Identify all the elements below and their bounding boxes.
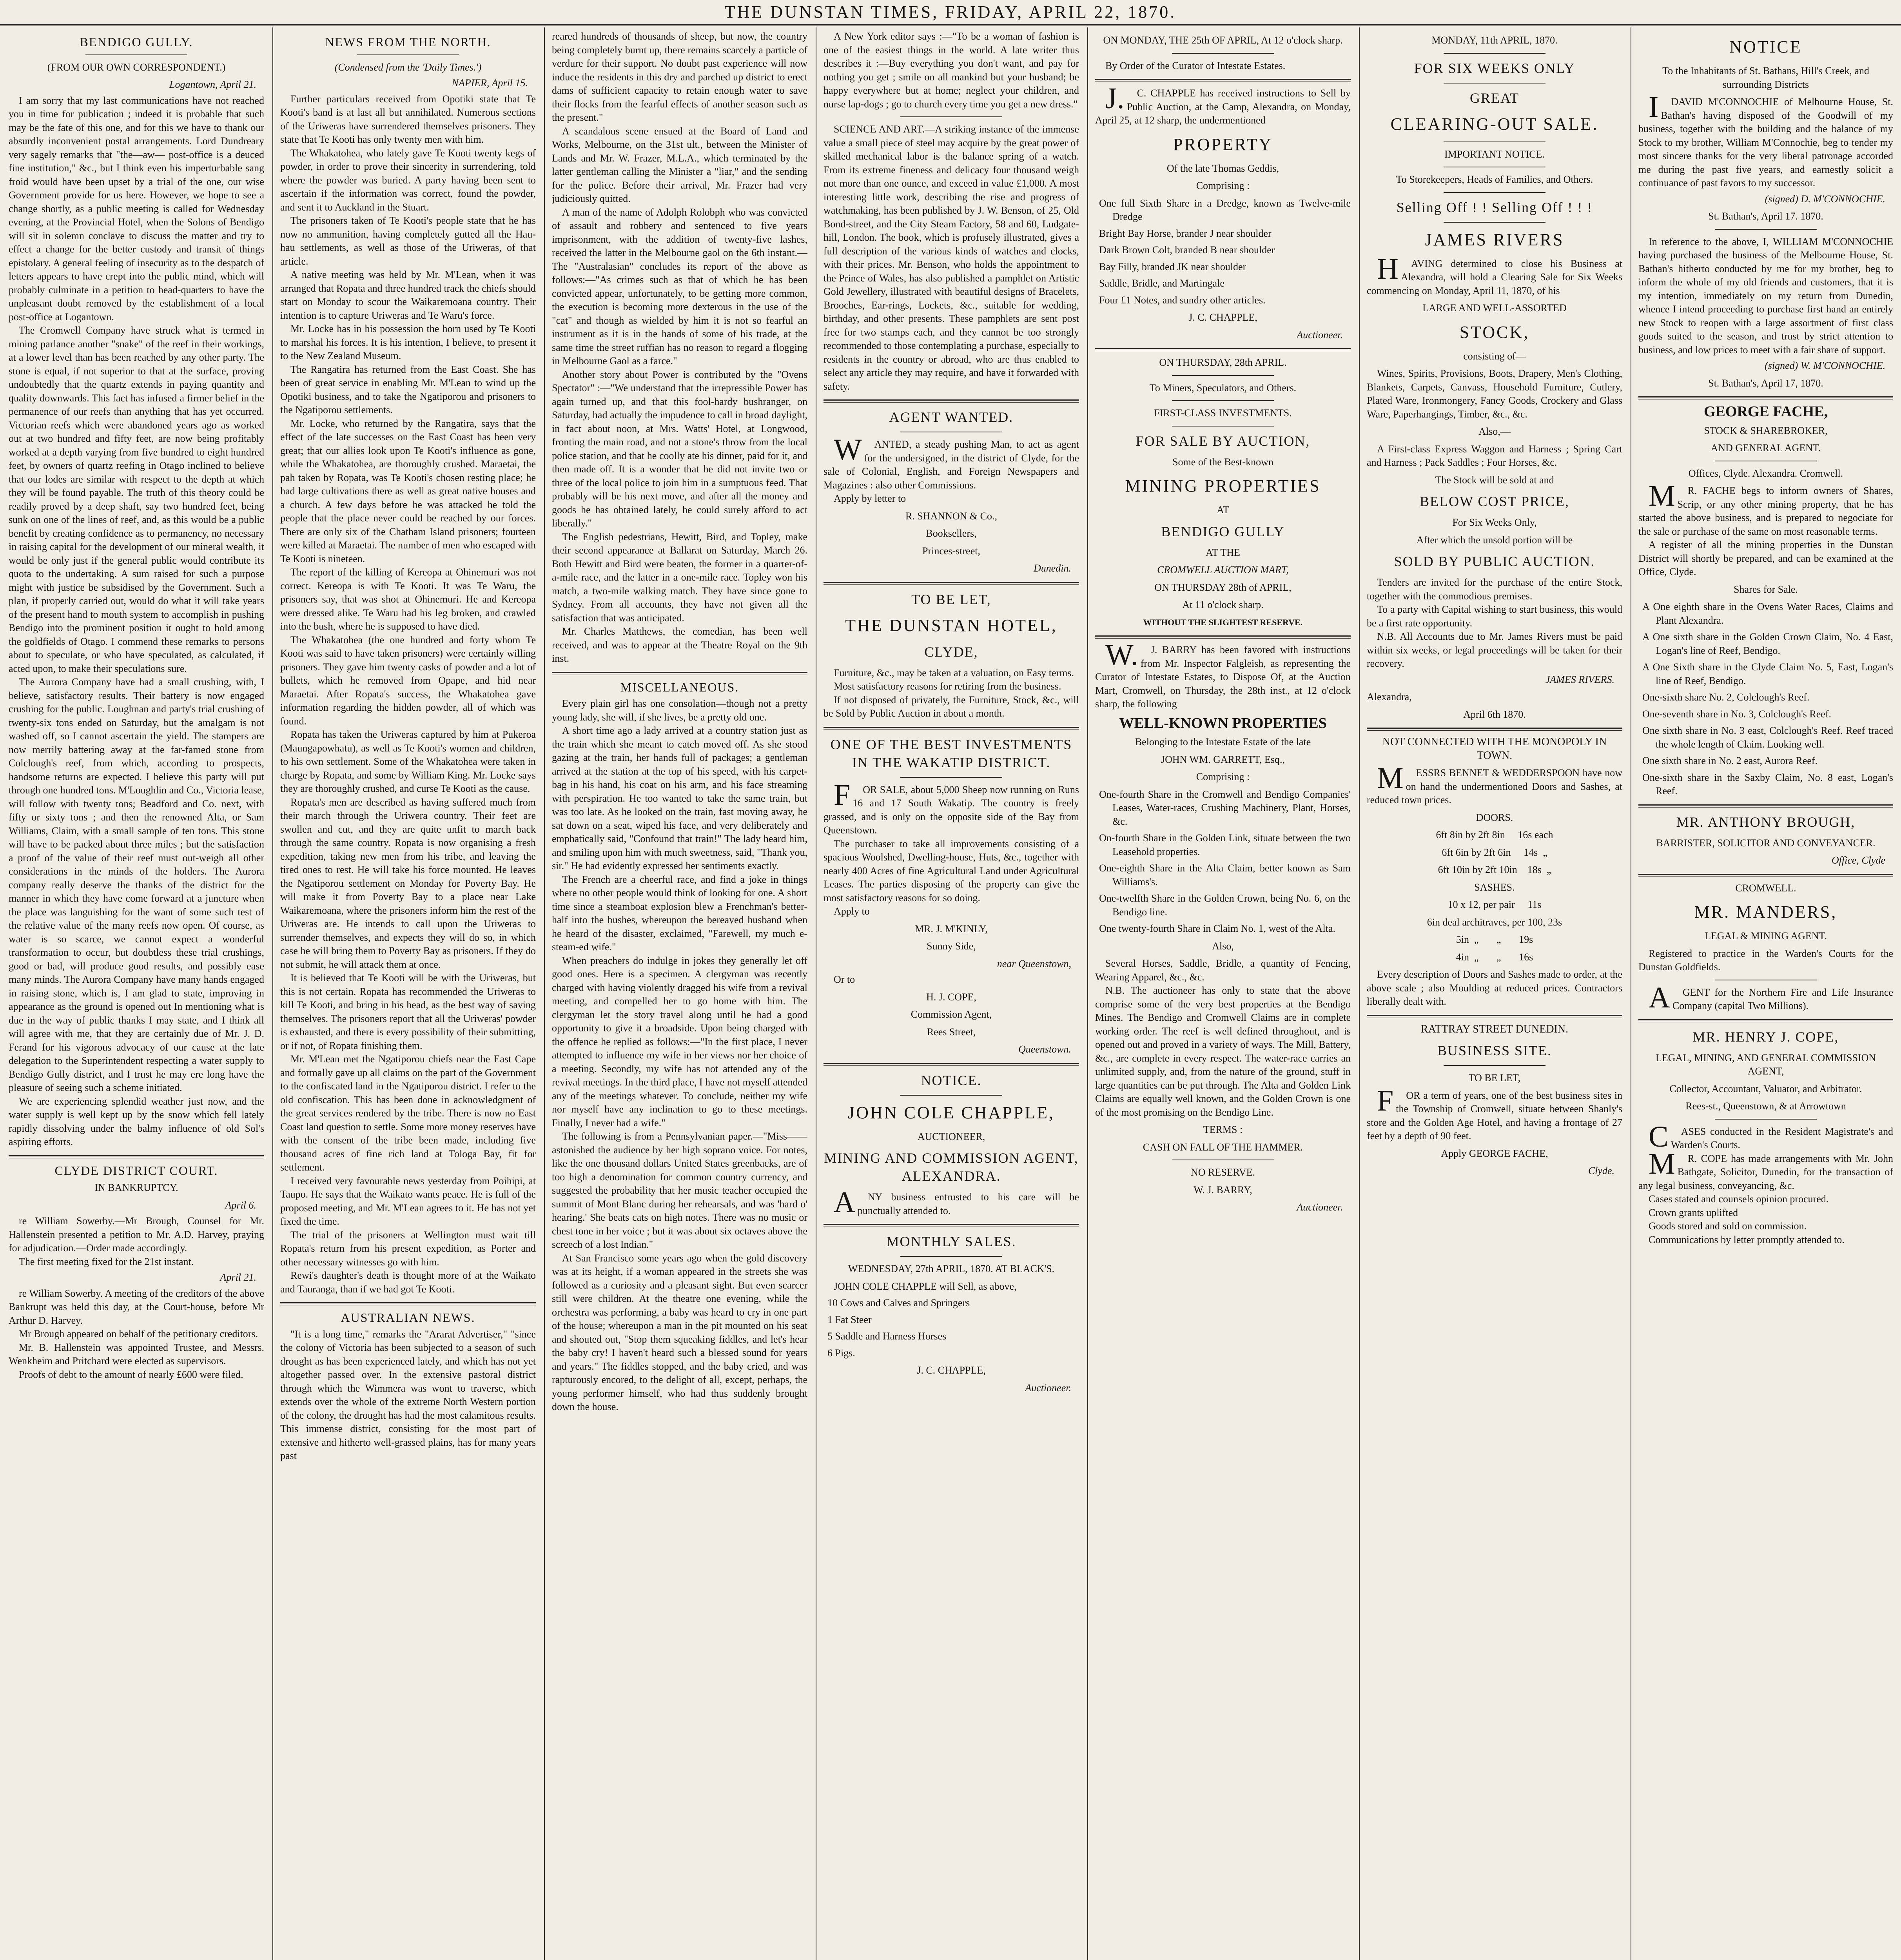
ad-line: TERMS : bbox=[1203, 1124, 1243, 1135]
ad-line: Alexandra, bbox=[1367, 691, 1412, 702]
ad-line: FIRST-CLASS INVESTMENTS. bbox=[1154, 407, 1292, 419]
paragraph: In reference to the above, I, WILLIAM M'CONNOCHIE having purchased the business of the Melbourne House, St. Bathan's hitherto conducted by me for my brother, beg to inform the whole of my old friends and customers, that it is my intention, immediately on my return from Dunedin, whence I intend proceeding to purchase first hand an entirely new Stock to reopen with a large assortment of first class goods suited to the season, and trust by strict attention to business, and low prices to meet with a fair share of support. bbox=[1638, 236, 1893, 356]
list-item: One twenty-fourth Share in Claim No. 1, west of the Alta. bbox=[1099, 923, 1335, 934]
paragraph: FOR a term of years, one of the best business sites in the Township of Cromwell, situate between Shanly's store and the Golden Age Hotel, and having a frontage of 27 feet by a depth of 90 feet. bbox=[1367, 1084, 1622, 1142]
paragraph: WANTED, a steady pushing Man, to act as agent for the undersigned, in the district of Clyde, for the sale of Colonial, English, and Foreign Newspapers and Magazines : also other Commissions. bbox=[824, 433, 1079, 491]
subheading: (Condensed from the 'Daily Times.') bbox=[334, 61, 482, 73]
item-list bbox=[1095, 788, 1351, 936]
paragraph: The French are a cheerful race, and find a joke in things where no other people would think of looking for one. A short time since a steamboat explosion blew a Frenchman's better-half into the bushes, whereupon the bereaved husband when he heard of the disaster, exclaimed, "Farewell, my much e-steam-ed wife." bbox=[552, 873, 807, 953]
divider bbox=[1444, 1065, 1546, 1066]
ad-line: WITHOUT THE SLIGHTEST RESERVE. bbox=[1143, 617, 1303, 627]
paragraph: Every plain girl has one consolation—though not a pretty young lady, she will, if she lives, be a pretty old one. bbox=[552, 698, 807, 723]
divider bbox=[824, 402, 1079, 403]
ad-line: At 11 o'clock sharp. bbox=[1182, 599, 1264, 610]
column-rule bbox=[1359, 27, 1360, 1960]
ad-title: STOCK, bbox=[1459, 322, 1530, 342]
divider bbox=[900, 777, 1003, 778]
ad-subtitle: CROMWELL AUCTION MART, bbox=[1157, 564, 1289, 575]
list-item: One-sixth share No. 2, Colclough's Reef. bbox=[1642, 691, 1810, 703]
divider bbox=[824, 399, 1079, 401]
ad-heading: BELOW COST PRICE, bbox=[1420, 494, 1569, 509]
divider bbox=[824, 1065, 1079, 1066]
divider bbox=[1095, 348, 1351, 349]
paragraph: re William Sowerby.—Mr Brough, Counsel for Mr. Hallenstein presented a petition to Mr. A.D. Harvey, praying for adjudication.—Order made accordingly. bbox=[9, 1215, 264, 1254]
list-item: 1 Fat Steer bbox=[827, 1314, 872, 1325]
list-item: A One eighth share in the Ovens Water Races, Claims and Plant Alexandra. bbox=[1642, 601, 1893, 626]
divider bbox=[824, 727, 1079, 728]
ad-line: Booksellers, bbox=[926, 528, 977, 539]
ad-line: Offices, Clyde. Alexandra. Cromwell. bbox=[1688, 467, 1843, 479]
divider bbox=[824, 584, 1079, 585]
signature: W. J. BARRY, bbox=[1194, 1184, 1252, 1196]
ad-line: WEDNESDAY, 27th APRIL, 1870. AT BLACK'S. bbox=[848, 1263, 1055, 1274]
column-rule bbox=[1087, 27, 1088, 1960]
ad-line: DOORS. bbox=[1476, 811, 1513, 823]
paragraph: IDAVID M'CONNOCHIE of Melbourne House, St. Bathan's having disposed of the Goodwill of my business, together with the building and the balance of my Stock to my brother, William M'Connochie, beg to tender my most sincere thanks for the very liberal patronage accorded me during the past five years, and earnestly solicit a continuance of past favors to my successor. bbox=[1638, 91, 1893, 189]
paragraph: Ropata has taken the Uriweras captured by him at Pukeroa (Maungapowhatu), as well as Te Kooti's women and children, to his own settlement. Some of the Whakatohea were taken in charge by Ropata, and some by William King. Mr. Locke says they are thoroughly crushed, and curse Te Kooti as the cause. bbox=[280, 729, 536, 794]
signature: J. C. CHAPPLE, bbox=[917, 1365, 986, 1376]
ad-line: TO BE LET, bbox=[1468, 1072, 1521, 1083]
list-item: One-eighth Share in the Alta Claim, better known as Sam Williams's. bbox=[1099, 862, 1351, 887]
ad-line: Queenstown. bbox=[1018, 1044, 1071, 1055]
paragraph: Another story about Power is contributed by the "Ovens Spectator" :—"We understand that the irrepressible Power has again turned up, and that this fool-hardy bushranger, on Saturday, had actually the impudence to call in broad daylight, in fact about noon, at Mrs. Watts' Hotel, at Longwood, fronting the main road, and not a stone's throw from the local police station, and that he coolly ate his dinner, paid for it, and then made off. It is a wonder that he did not invite two or three of the local police to join him in a sumptuous feed. That probably will be his next move, and after all the money and goods he has obtained lately, he could surely afford to act liberally." bbox=[552, 368, 807, 529]
paragraph: A scandalous scene ensued at the Board of Land and Works, Melbourne, on the 31st ult., between the Minister of Lands and Mr. W. Frazer, M.L.A., which terminated by the latter gentleman calling the Minister a "liar," and the sending for the police. Before their arrival, Mr. Frazer had very judiciously quitted. bbox=[552, 125, 807, 204]
ad-line: The Stock will be sold at and bbox=[1435, 474, 1554, 486]
paragraph: MESSRS BENNET & WEDDERSPOON have now on hand the undermentioned Doors and Sashes, at reduced town prices. bbox=[1367, 762, 1622, 806]
paragraph: Several Horses, Saddle, Bridle, a quantity of Fencing, Wearing Apparel, &c., &c. bbox=[1095, 958, 1351, 983]
article-title: NEWS FROM THE NORTH. bbox=[325, 35, 491, 49]
list-item: Dark Brown Colt, branded B near shoulder bbox=[1099, 244, 1275, 256]
paragraph: The Aurora Company have had a small crushing, with, I believe, satisfactory results. Their battery is now engaged crushing for the public. Loughnan and party's trial crushing of twenty-six tons ended on Saturday, but the amalgam is not washed off, so I cannot ascertain the yield. The stampers are now merrily battering away at the far-famed stone from Colclough's reef, from which, according to prospects, handsome returns are expected. I believe this party will put through one hundred tons. M'Loughlin and Co., Victoria lease, will follow with twenty tons; Beadford and Co. next, with fifty or sixty tons ; and then the renowned Alta, or Sam Williams, Claim, with a small sample of ten tons. This stone will have to be packed about three miles ; but the satisfaction a proof of the value of their reef must out-weigh all other considerations in the minds of the holders. The Aurora company really deserve the thanks of the district for the manner in which they have come forward at a juncture when the place was languishing for the want of some such test of the relative value of the many reefs now open. Of course, as water is so scarce, we cannot expect a wonderful transformation to occur, but doubtless these trial crushings, good or bad, will produce good results, and possibly ease many minds. The Aurora Company have many hands engaged in raising stone, which is, I am glad to state, improving in appearance as the ground is opened out In mentioning what is due in the way of public thanks I may state, and I think all will agree with me, that they are certainly due of Mr. J. D. Ferand for his vigorous advocacy of our cause at the late delegation to the Superintendent respecting a water supply to Bendigo Gully district, and I trust he may ere long have the pleasure of seeing such a scheme initiated. bbox=[9, 676, 264, 1093]
ad-line: For Six Weeks Only, bbox=[1452, 517, 1537, 528]
list-item: On-fourth Share in the Golden Link, situate between the two Leasehold properties. bbox=[1099, 832, 1351, 857]
paragraph: MR. FACHE begs to inform owners of Shares, Scrip, or any other mining property, that he has started the above business, and is prepared to negociate for the sale or purchase of the same on most reasonable terms. bbox=[1638, 479, 1893, 537]
divider bbox=[280, 1302, 536, 1303]
column-2 bbox=[280, 30, 536, 1960]
ad-heading: Selling Off ! ! Selling Off ! ! ! bbox=[1396, 199, 1593, 215]
ad-line: St. Bathan's, April 17, 1870. bbox=[1708, 377, 1823, 389]
list-item: One-sixth share in the Saxby Claim, No. 8 east, Logan's Reef. bbox=[1642, 771, 1893, 797]
ad-line: ON THURSDAY 28th of APRIL, bbox=[1154, 581, 1292, 593]
paragraph: The Rangatira has returned from the East Coast. She has been of great service in enabling Mr. M'Lean to wind up the Opotiki business, and to take the Ngatiporou and prisoners to the Ngatiporou settlements. bbox=[280, 363, 536, 416]
ad-heading: BUSINESS SITE. bbox=[1437, 1043, 1552, 1058]
paragraph: ANY business entrusted to his care will be punctually attended to. bbox=[834, 1186, 1079, 1219]
ad-line: AND GENERAL AGENT. bbox=[1711, 442, 1821, 454]
ad-line: ON MONDAY, THE 25th OF APRIL, At 12 o'clock sharp. bbox=[1103, 34, 1343, 46]
ad-subtitle: MINING AND COMMISSION AGENT, ALEXANDRA. bbox=[824, 1150, 1079, 1184]
ad-title: MINING PROPERTIES bbox=[1125, 476, 1321, 495]
table-row: 10 x 12, per pair 11s bbox=[1448, 899, 1542, 910]
list-item: 6 Pigs. bbox=[827, 1347, 855, 1359]
ad-line: MONDAY, 11th APRIL, 1870. bbox=[1431, 34, 1558, 46]
divider bbox=[1367, 728, 1622, 729]
table-row: 4in „ „ 16s bbox=[1456, 951, 1533, 963]
ad-line: Comprising : bbox=[1196, 771, 1250, 782]
divider bbox=[1638, 396, 1893, 397]
paragraph: reared hundreds of thousands of sheep, but now, the country being completely burnt up, there remains scarcely a particle of verdure for their support. No doubt past experience will now induce the residents in this dry and parched up district to erect dams of sufficient capacity to retain enough water to save their flocks from the fearful effects of another season such as the present." bbox=[552, 31, 807, 123]
paragraph: The report of the killing of Kereopa at Ohinemuri was not correct. Kereopa is with Te Kooti. It was Te Waru, the prisoners say, that was shot at Ohinemuri. He and Kereopa were dressed alike. Te Waru had his leg broken, and crawled into the bush, where he is supposed to have died. bbox=[280, 566, 536, 632]
column-7 bbox=[1638, 30, 1893, 1960]
ad-heading: RATTRAY STREET DUNEDIN. bbox=[1420, 1023, 1569, 1035]
ad-line: To Storekeepers, Heads of Families, and Others. bbox=[1396, 174, 1593, 185]
paragraph: If not disposed of privately, the Furniture, Stock, &c., will be Sold by Public Auction in about a month. bbox=[824, 694, 1079, 719]
byline: (FROM OUR OWN CORRESPONDENT.) bbox=[47, 61, 226, 73]
list-item: Saddle, Bridle, and Martingale bbox=[1099, 278, 1224, 289]
divider bbox=[1172, 375, 1274, 376]
paragraph: A First-class Express Waggon and Harness ; Spring Cart and Harness ; Pack Saddles ; Four Horses, &c. bbox=[1367, 443, 1622, 468]
sale-list bbox=[824, 1296, 1079, 1360]
ad-heading: ONE OF THE BEST INVESTMENTS IN THE WAKATIP DISTRICT. bbox=[830, 736, 1072, 770]
paragraph: N.B. The auctioneer has only to state that the above comprise some of the very best properties at the Bendigo Mines. The Bendigo and Cromwell Claims are in complete working order. The reef is well defined throughout, and is opened out and proved in a variety of ways. The Mill, Battery, &c., are complete in every respect. The water-race carries an unlimited supply, and, from the nature of the ground, stuff in large quantities can be put through. The Alta and Golden Link Claims are equally well known, and the Golden Crown is one of the most promising on the Bendigo Line. bbox=[1095, 985, 1351, 1118]
list-item: Bright Bay Horse, brander J near shoulder bbox=[1099, 227, 1272, 239]
paragraph: JOHN COLE CHAPPLE will Sell, as above, bbox=[834, 1280, 1017, 1292]
article-title: AUSTRALIAN NEWS. bbox=[341, 1310, 475, 1325]
paragraph: I received very favourable news yesterday from Poihipi, at Taupo. He says that the Waikato wants peace. He is full of the proposed meeting, and Mr. M'Lean agrees to it. He has not yet fixed the time. bbox=[280, 1175, 536, 1227]
ad-line: MR. J. M'KINLY, bbox=[915, 923, 988, 935]
paragraph: Cases stated and counsels opinion procured. bbox=[1649, 1193, 1829, 1205]
dateline: NAPIER, April 15. bbox=[452, 77, 528, 89]
paragraph: W.J. BARRY has been favored with instructions from Mr. Inspector Falgleish, as representing the Curator of Intestate Estates, to Dispose Of, at the Auction Mart, Cromwell, on Thursday, the 28th inst., at 12 o'clock sharp, the following bbox=[1095, 639, 1351, 710]
paragraph: HAVING determined to close his Business at Alexandra, will hold a Clearing Sale for Six Weeks commencing on Monday, April 11, 1870, of his bbox=[1367, 252, 1622, 296]
ad-line: LEGAL & MINING AGENT. bbox=[1705, 930, 1827, 942]
ad-line: H. J. COPE, bbox=[926, 991, 976, 1003]
paragraph: Mr. B. Hallenstein was appointed Trustee, and Messrs. Wenkheim and Pritchard were elected as supervisors. bbox=[9, 1341, 264, 1367]
divider bbox=[900, 1256, 1003, 1257]
paragraph: Apply by letter to bbox=[834, 493, 906, 504]
divider bbox=[900, 1095, 1003, 1096]
ad-line: CROMWELL. bbox=[1735, 882, 1796, 894]
divider bbox=[357, 54, 459, 55]
ad-title: NOTICE bbox=[1729, 37, 1802, 56]
signature-role: Clyde. bbox=[1588, 1165, 1614, 1176]
divider bbox=[1367, 1015, 1622, 1016]
ad-heading: MR. HENRY J. COPE, bbox=[1692, 1029, 1839, 1045]
ad-line: AT bbox=[1217, 504, 1229, 515]
paragraph: A short time ago a lady arrived at a country station just as the train which she meant to catch moved off. As she stood gazing at the train, her hands full of packages; a gentleman arrived at the station at the top of his speed, with his carpet-bag in his hand, his coat on his arm, and his face streaming with perspiration. He too wanted to take the same train, but was too late. As he looked on the train, fast moving away, he sat down on a seat, wiped his face, and very deliberately and emphatically said, "Confound that train!" The lady heard him, and smiling upon him with much sweetness, said, "Thank you, sir." He had evidently expressed her sentiments exactly. bbox=[552, 725, 807, 871]
paragraph: A native meeting was held by Mr. M'Lean, when it was arranged that Ropata and three hundred track the chiefs should start on Monday to scour the Waikaremoana country. Their intention is to capture Uriweras and Te Waru's force. bbox=[280, 269, 536, 321]
ad-line: LEGAL, MINING, AND GENERAL COMMISSION AGENT, bbox=[1655, 1052, 1876, 1077]
paragraph: By Order of the Curator of Intestate Estates. bbox=[1105, 60, 1286, 71]
paragraph: The Whakatohea, who lately gave Te Kooti twenty kegs of powder, in order to prove their sincerity in surrendering, told where the powder was buried. A party having been sent to ascertain if the information was correct, found the powder, and sent it to Auckland in the Stuart. bbox=[280, 147, 536, 213]
divider bbox=[1367, 730, 1622, 731]
ad-line: Comprising : bbox=[1196, 180, 1250, 191]
ad-line: Dunedin. bbox=[1033, 563, 1071, 574]
ad-line: Office, Clyde bbox=[1831, 855, 1885, 866]
paragraph: A man of the name of Adolph Rolobph who was convicted of assault and robbery and sentenced to five years imprisonment, with the addition of twenty-five lashes, received the latter in the Melbourne gaol on the 6th instant.—The "Australasian" concludes its report of the above as follows:—"As crimes such as that of which he has been convicted appear, unfortunately, to be getting more common, the execution is becoming more dexterous in the use of the "cat" and though as wielded by him it is not so fearful an instrument as it is in the hands of some of his trade, at the same time the street ruffian has no reason to regard a flogging in Melbourne Gaol as a farce." bbox=[552, 206, 807, 367]
paragraph: Proofs of debt to the amount of nearly £600 were filed. bbox=[19, 1368, 243, 1380]
table-row: 5in „ „ 19s bbox=[1456, 934, 1533, 945]
ad-line: To the Inhabitants of St. Bathans, Hill's Creek, and surrounding Districts bbox=[1662, 65, 1869, 90]
ad-line: IMPORTANT NOTICE. bbox=[1444, 148, 1545, 160]
table-row: 6in deal architraves, per 100, 23s bbox=[1427, 916, 1562, 928]
paragraph: Tenders are invited for the purchase of the entire Stock, together with the commodious premises. bbox=[1367, 577, 1622, 602]
column-5 bbox=[1095, 30, 1351, 1960]
ad-heading: NOT CONNECTED WITH THE MONOPOLY IN TOWN. bbox=[1382, 736, 1607, 762]
ad-heading: MONTHLY SALES. bbox=[886, 1234, 1016, 1249]
divider bbox=[1444, 222, 1546, 223]
ad-line: Belonging to the Intestate Estate of the late bbox=[1135, 736, 1311, 748]
ad-heading: FOR SALE BY AUCTION, bbox=[1136, 433, 1310, 449]
paragraph: The prisoners taken of Te Kooti's people state that he has now no ammunition, having completely gutted all the Hau-hau settlements, as well as those of the Uriweras, of that article. bbox=[280, 215, 536, 267]
table-row: 6ft 6in by 2ft 6in 14s „ bbox=[1442, 846, 1547, 858]
ad-line: SASHES. bbox=[1474, 881, 1515, 893]
paragraph: The Whakatohea (the one hundred and forty whom Te Kooti was said to have taken prisoners) were certainly willing prisoners. They gave him twenty casks of powder and a lot of bullets, which he removed from Opape, and hid near Maraetai. After Ropata's success, the Whakatohea gave information regarding the hidden powder, all of which was found. bbox=[280, 634, 536, 727]
ad-heading: MR. ANTHONY BROUGH, bbox=[1676, 814, 1856, 830]
paragraph: Apply to bbox=[834, 906, 870, 917]
signature-role: Auctioneer. bbox=[1297, 329, 1343, 341]
subheading: IN BANKRUPTCY. bbox=[94, 1182, 178, 1193]
divider bbox=[824, 582, 1079, 583]
ad-line: R. SHANNON & Co., bbox=[905, 510, 998, 522]
item-list bbox=[1095, 197, 1351, 307]
paragraph: I am sorry that my last communications have not reached you in time for publication ; indeed it is probable that such may be the fate of this one, and for this we have to thank our absurdly inconvenient postal arrangements. Lord Dundreary very sagely remarks that "the—aw— post-office is a deuced fine institution," &c., but I think even his imperturbable sang froid would have been upset by a trial of the one, our wise Government provide for us here. However, we hope to see a change shortly, as a public meeting is called for Wednesday evening, at the Provincial Hotel, when the Solons of Bendigo will sit in solemn conclave to discuss the matter and try to effect a change for the better custody and transit of things epistolary. A general feeling of insecurity as to the despatch of letters appears to have crept into the public mind, which will probably culminate in a petition to head-quarters to have the unpleasant doubt removed by the establishment of a local post-office at Logantown. bbox=[9, 94, 264, 323]
ad-line: Rees-st., Queenstown, & at Arrowtown bbox=[1685, 1100, 1846, 1112]
ad-subtitle: BENDIGO GULLY bbox=[1161, 523, 1285, 539]
article-title: CLYDE DISTRICT COURT. bbox=[54, 1163, 218, 1178]
ad-line: Rees Street, bbox=[927, 1026, 976, 1038]
paragraph: Every description of Doors and Sashes made to order, at the above scale ; also Moulding at reduced prices. Contractors liberally dealt with. bbox=[1367, 969, 1622, 1007]
column-rule bbox=[272, 27, 273, 1960]
paragraph: To a party with Capital wishing to start business, this would be a first rate opportunity. bbox=[1367, 604, 1622, 629]
paragraph: Ropata's men are described as having suffered much from their march through the Uriwera country. Their feet are swollen and cut, and they are quite unfit to march back through the same country. Ropata is now organising a fresh expedition, taking new men from his tribe, and leaving the tired ones to rest. He will take his force mounted. He leaves the Ngatiporou settlement on Monday for Poverty Bay. He will make it from Poverty Bay to a place near Lake Waikaremoana, where the prisoners inform him the rest of the Uriweras are. He intends to call upon the Uriweras to surrender themselves, and expects they will do so, in which case he will bring them to Poverty Bay as prisoners. If they do not submit, he will attack them at once. bbox=[280, 796, 536, 970]
ad-line: AT THE bbox=[1206, 546, 1240, 558]
article-title: BENDIGO GULLY. bbox=[80, 35, 193, 49]
paragraph: MR. COPE has made arrangements with Mr. John Bathgate, Solicitor, Dunedin, for the transaction of any legal business, conveyancing, &c. bbox=[1638, 1147, 1893, 1191]
paragraph: AGENT for the Northern Fire and Life Insurance Company (capital Two Millions). bbox=[1649, 981, 1893, 1014]
ad-line: Some of the Best-known bbox=[1172, 456, 1273, 468]
paragraph: We are experiencing splendid weather just now, and the water supply is well kept up by the snow which fell lately rapidly dissolving under the balmy influence of old Sol's aspiring efforts. bbox=[9, 1095, 264, 1147]
list-item: Bay Filly, branded JK near shoulder bbox=[1099, 261, 1246, 272]
paragraph: Goods stored and sold on commission. bbox=[1649, 1220, 1807, 1232]
list-item: One sixth share in No. 3 east, Colclough's Reef. Reef traced the whole length of Claim. Looking well. bbox=[1642, 725, 1893, 750]
ad-line: near Queenstown, bbox=[997, 958, 1071, 969]
column-1 bbox=[9, 30, 264, 1960]
list-item: One-twelfth Share in the Golden Crown, being No. 6, on the Bendigo line. bbox=[1099, 893, 1351, 918]
ad-title: JOHN COLE CHAPPLE, bbox=[848, 1103, 1055, 1122]
paragraph: "It is a long time," remarks the "Ararat Advertiser," "since the colony of Victoria has been subjected to a season of such drought as has been experienced lately, and which has not yet altogether passed over. In the extensive pastoral district through which the Wimmera was wont to traverse, which extends over the whole of the extreme North Western portion of the colony, the drought has had the most calamitous results. This immense district, consisting for the most part of extensive and hitherto well-grassed plains, has for many years past bbox=[280, 1328, 536, 1461]
ad-title: JAMES RIVERS bbox=[1425, 230, 1564, 249]
ad-line: consisting of— bbox=[1463, 350, 1526, 362]
signature: JAMES RIVERS. bbox=[1545, 673, 1614, 685]
ad-heading: NOTICE. bbox=[921, 1072, 982, 1088]
column-rule bbox=[544, 27, 545, 1960]
paragraph: The trial of the prisoners at Wellington must wait till Ropata's return from his present expedition, as Porter and other necessary witnesses go with him. bbox=[280, 1229, 536, 1268]
paragraph: Rewi's daughter's death is thought more of at the Waikato and Tauranga, than if we had got Te Kooti. bbox=[280, 1270, 536, 1295]
list-item: A One Sixth share in the Clyde Claim No. 5, East, Logan's line of Reef, Bendigo. bbox=[1642, 661, 1893, 686]
ad-line: STOCK & SHAREBROKER, bbox=[1704, 425, 1828, 436]
ad-line: Also, bbox=[1212, 940, 1234, 952]
ad-line: Shares for Sale. bbox=[1734, 583, 1798, 595]
column-3 bbox=[552, 30, 807, 1960]
ad-heading: AGENT WANTED. bbox=[889, 409, 1014, 425]
ad-subtitle: CLYDE, bbox=[924, 644, 978, 660]
ad-heading: GREAT bbox=[1470, 90, 1519, 106]
divider bbox=[1172, 400, 1274, 401]
list-item: 10 Cows and Calves and Springers bbox=[827, 1297, 970, 1308]
table-row: 6ft 10in by 2ft 10in 18s „ bbox=[1438, 864, 1551, 875]
ad-heading: FOR SIX WEEKS ONLY bbox=[1414, 60, 1575, 76]
paragraph: Further particulars received from Opotiki state that Te Kooti's band is at last all but annihilated. Numerous sections of the Uriweras have surrendered themselves prisoners. They state that Te Kooti has only twenty men with him. bbox=[280, 93, 536, 145]
signature-role: Auctioneer. bbox=[1025, 1382, 1071, 1394]
paragraph: At San Francisco some years ago when the gold discovery was at its height, if a woman appeared in the streets she was followed as a curiosity and a pleasant sight. But even scarcer still were children. At the theatre one evening, while the orchestra was performing, a baby was heard to cry in one part of the house; whereupon a man in the pit mounted on his seat and shouted out, "Stop them squeaking fiddles, and let's hear the baby cry! I haven't heard such a blessed sound for years and years." The fiddles stopped, and the baby cried, and was rapturously encored, to the delight of all, except, perhaps, the young performer himself, who had thus suddenly brought down the house. bbox=[552, 1252, 807, 1412]
ad-line: St. Bathan's, April 17. 1870. bbox=[1708, 211, 1823, 222]
dateline: April 21. bbox=[220, 1272, 256, 1283]
ad-line: Of the late Thomas Geddis, bbox=[1166, 162, 1279, 174]
paragraph: Furniture, &c., may be taken at a valuation, on Easy terms. bbox=[834, 667, 1074, 679]
list-item: Four £1 Notes, and sundry other articles. bbox=[1099, 294, 1266, 306]
divider bbox=[552, 672, 807, 673]
paragraph: N.B. All Accounts due to Mr. James Rivers must be paid within six weeks, or legal proceedings will be taken for their recovery. bbox=[1367, 631, 1622, 669]
paragraph: The purchaser to take all improvements consisting of a spacious Woolshed, Dwelling-house, Huts, &c., together with nearly 400 Acres of fine Agricultural Land under Agricultural Leases. The parties disposing of the property can give the most satisfactory reasons for so doing. bbox=[824, 838, 1079, 904]
paragraph: J.C. CHAPPLE has received instructions to Sell by Public Auction, at the Camp, Alexandra, on Monday, April 25, at 12 sharp, the undermentioned bbox=[1095, 82, 1351, 126]
paragraph: CASES conducted in the Resident Magistrate's and Warden's Courts. bbox=[1649, 1120, 1893, 1153]
signature: J. C. CHAPPLE, bbox=[1188, 312, 1257, 323]
paragraph: When preachers do indulge in jokes they generally let off good ones. Here is a specimen. A clergyman was recently charged with having violently dragged his wife from a revival meeting, and compelled her to go home with him. The clergyman let the story travel along until he had a good opportunity to give it a broadside. Upon being charged with the offence he replied as follows:—"In the first place, I never attempted to influence my wife in her views nor her choice of a meeting. Secondly, my wife has not attended any of the revival meetings. In the third place, I have not myself attended any of the meetings whatever. To conclude, neither my wife nor myself have any inclination to go to these meetings. Finally, I never had a wife." bbox=[552, 955, 807, 1129]
ad-heading: TO BE LET, bbox=[911, 591, 991, 607]
shares-list bbox=[1638, 600, 1893, 798]
dateline: Logantown, April 21. bbox=[169, 79, 256, 90]
divider bbox=[1638, 807, 1893, 808]
ad-line: NO RESERVE. bbox=[1190, 1167, 1255, 1178]
divider bbox=[1638, 1019, 1893, 1020]
column-4 bbox=[824, 30, 1079, 1960]
ad-heading: SOLD BY PUBLIC AUCTION. bbox=[1394, 554, 1595, 569]
paragraph: A register of all the mining properties in the Dunstan District will shortly be prepared, and can be examined at the Office, Clyde. bbox=[1638, 539, 1893, 577]
paragraph: Wines, Spirits, Provisions, Boots, Drapery, Men's Clothing, Blankets, Carpets, Canvass, Household Furniture, Cutlery, Plated Ware, Ironmongery, Fancy Goods, Crockery and Glass Ware, Paperhangings, Timber, &c., &c. bbox=[1367, 368, 1622, 420]
signature-role: Auctioneer. bbox=[1297, 1201, 1343, 1213]
divider bbox=[1444, 192, 1546, 193]
ad-line: AUCTIONEER, bbox=[917, 1131, 985, 1142]
ad-line: After which the unsold portion will be bbox=[1416, 534, 1573, 546]
signature: Apply GEORGE FACHE, bbox=[1441, 1147, 1548, 1159]
ad-line: Also,— bbox=[1478, 426, 1511, 437]
divider bbox=[1172, 53, 1274, 54]
divider bbox=[824, 1063, 1079, 1064]
paragraph: re William Sowerby. A meeting of the creditors of the above Bankrupt was held this day, at the Court-house, before Mr Arthur D. Harvey. bbox=[9, 1287, 264, 1326]
ad-line: ON THURSDAY, 28th APRIL. bbox=[1159, 357, 1287, 368]
list-item: One-fourth Share in the Cromwell and Bendigo Companies' Leases, Water-races, Crushing Machinery, Plant, Horses, &c. bbox=[1099, 788, 1351, 827]
ad-title: MR. MANDERS, bbox=[1694, 902, 1838, 922]
article-title: MISCELLANEOUS. bbox=[620, 680, 739, 694]
paragraph: The Cromwell Company have struck what is termed in mining parlance another "snake" of the reef in their workings, at a lower level than has been reached by any other party. The stone is equal, if not superior to that at the surface, proving undoubtedly that the quartz extends in paying quantity and quality downwards. This fact has infused a firmer belief in the permanence of our reefs than anything that has yet occurred. Victorian reefs which were abandoned years ago as worked out at two hundred and fifty feet, are now being profitably worked at a depth varying from five hundred to eight hundred feet, by owners of quartz reefing in Otago inclined to believe that our lodes are similar with respect to the depth at which they will be found payable. The truth of this theory could be readily proved by a deep shaft, say two hundred feet, being sunk on one of the lines of reef, and, as this would be a public benefit by creating confidence as to permanency, no necessary in raising capital for the development of our mineral wealth, it would be only just if the general public would contribute its quota to the undertaking. A sum raised for such a purpose might with justice be subsidised by the Government. Such a plan, if properly carried out, would do what it will take years of the present hand to mouth system to accomplish in pushing Bendigo into the prominent position it ought to hold among the goldfields of Otago. I commend these remarks to persons about to speculate, or who have speculated, as calculated, if acted upon, to make their speculations sure. bbox=[9, 325, 264, 674]
divider bbox=[824, 1224, 1079, 1225]
ad-title: PROPERTY bbox=[1173, 134, 1273, 154]
paragraph: It is believed that Te Kooti will be with the Uriweras, but this is not certain. Ropata has recommended the Uriweras to kill Te Kooti, and bring in his head, as the best way of saving themselves. The prisoners report that all the Uriweras' powder is exhausted, and there is every possibility of their submitting, or if not, of Ropata finishing them. bbox=[280, 972, 536, 1051]
paragraph: The following is from a Pennsylvanian paper.—"Miss——astonished the audience by her high soprano voice. For notes, like the one thousand dollars United States greenbacks, are of too high a denomination for common country currency, and suggested the probability that her music teacher occupied the summit of Mont Blanc during her rehearsals, and was 'hard o' hearing.' She beats cats on high notes. There was no music or chest tone in her voice ; but it was about six octaves above the screech of a lost Indian." bbox=[552, 1131, 807, 1250]
divider bbox=[1444, 53, 1546, 54]
signature: (signed) W. M'CONNOCHIE. bbox=[1765, 360, 1885, 371]
ad-line: Sunny Side, bbox=[927, 940, 976, 952]
ad-line: Collector, Accountant, Valuator, and Arbitrator. bbox=[1669, 1083, 1862, 1094]
paragraph: The English pedestrians, Hewitt, Bird, and Topley, make their second appearance at Ballarat on Saturday, March 26. Both Hewitt and Bird were beaten, the former in a quarter-of-a-mile race, and the latter in a one-mile race. Topley won his match, a two-mile walking match. They have since gone to Sydney. From all accounts, they have not given all the satisfaction that was anticipated. bbox=[552, 531, 807, 624]
divider bbox=[1715, 229, 1817, 230]
divider bbox=[9, 1155, 264, 1156]
table-row: 6ft 8in by 2ft 8in 16s each bbox=[1436, 829, 1553, 840]
list-item: One-seventh share in No. 3, Colclough's Reef. bbox=[1642, 708, 1831, 720]
ad-title: WELL-KNOWN PROPERTIES bbox=[1119, 715, 1327, 731]
ad-line: LARGE AND WELL-ASSORTED bbox=[1422, 302, 1567, 314]
list-item: 5 Saddle and Harness Horses bbox=[827, 1330, 947, 1342]
ad-line: Princes-street, bbox=[922, 545, 980, 557]
divider bbox=[900, 116, 1003, 117]
paragraph: Mr Brough appeared on behalf of the petitionary creditors. bbox=[19, 1328, 258, 1339]
ad-title: CLEARING-OUT SALE. bbox=[1390, 114, 1599, 134]
paragraph: A New York editor says :—"To be a woman of fashion is one of the easiest things in the world. A late writer thus describes it :—Buy everything you don't want, and pay for nothing you get ; smile on all mankind but your husband; be happy everywhere but at home; neglect your children, and nurse lap-dogs ; go to church every time you get a new dress." bbox=[824, 31, 1079, 110]
paragraph: Mr. Locke has in his possession the horn used by Te Kooti to marshal his forces. It is his intention, I believe, to present it to the New Zealand Museum. bbox=[280, 323, 536, 361]
ad-line: BARRISTER, SOLICITOR AND CONVEYANCER. bbox=[1656, 837, 1876, 849]
column-6 bbox=[1367, 30, 1622, 1960]
signature: (signed) D. M'CONNOCHIE. bbox=[1765, 193, 1885, 205]
paragraph: Or to bbox=[834, 974, 855, 985]
list-item: A One sixth share in the Golden Crown Claim, No. 4 East, Logan's line of Reef, Bendigo. bbox=[1642, 631, 1893, 656]
paragraph: The first meeting fixed for the 21st instant. bbox=[19, 1256, 194, 1267]
paragraph: Registered to practice in the Warden's Courts for the Dunstan Goldfields. bbox=[1638, 947, 1893, 973]
paragraph: Communications by letter promptly attended to. bbox=[1649, 1234, 1845, 1245]
ad-line: To Miners, Speculators, and Others. bbox=[1149, 382, 1297, 394]
ad-title: THE DUNSTAN HOTEL, bbox=[845, 615, 1058, 635]
list-item: One full Sixth Share in a Dredge, known as Twelve-mile Dredge bbox=[1099, 197, 1351, 222]
list-item: One sixth share in No. 2 east, Aurora Reef. bbox=[1642, 755, 1818, 766]
masthead: THE DUNSTAN TIMES, FRIDAY, APRIL 22, 1870. bbox=[0, 0, 1901, 25]
divider bbox=[85, 54, 188, 55]
divider bbox=[1095, 635, 1351, 637]
paragraph: FOR SALE, about 5,000 Sheep now running on Runs 16 and 17 South Wakatip. The country is freely grassed, and is only on the opposite side of the Bay from Queenstown. bbox=[824, 778, 1079, 836]
ad-title: GEORGE FACHE, bbox=[1704, 403, 1828, 420]
divider bbox=[1638, 804, 1893, 806]
divider bbox=[1715, 1119, 1817, 1120]
paragraph: Most satisfactory reasons for retiring from the business. bbox=[834, 681, 1061, 692]
ad-line: April 6th 1870. bbox=[1463, 708, 1526, 720]
paragraph: Mr. Locke, who returned by the Rangatira, says that the effect of the late successes on the East Coast has been very great; that our allies look upon Te Kooti's influence as gone, while the Whakatohea, are thoroughly crushed. Maraetai, the pah taken by Ropata, was Te Kooti's chosen resting place; he had large cultivations there as well as great native houses and a church. A few days before he was attacked he told the people that the place never could be reached by our forces. There are only six of the Chatham Island prisoners; fourteen were killed at Maraetai. The number of men who escaped with Te Kooti is nineteen. bbox=[280, 417, 536, 564]
paragraph: Mr. M'Lean met the Ngatiporou chiefs near the East Cape and formally gave up all claims on the part of the Government to the confiscated land in the Ngatiporou district. I refer to the old confiscation. This has been done in acknowledgment of the great services rendered by the tribe. There is now no East Coast land question to settle. Some more money reserves have with the consent of the tribe been made, including five thousand acres of fine rich land at Tologa Bay, fit for settlement. bbox=[280, 1053, 536, 1173]
paragraph: SCIENCE AND ART.—A striking instance of the immense value a small piece of steel may acquire by the great power of skilled mechanical labor is the balance spring of a watch. From its extreme fineness and delicacy four thousand weigh not more than one ounce, and exceed in value £1,000. A most interesting little work, describing the rise and progress of watchmaking, has been published by J. W. Benson, of 25, Old Bond-street, and the City Steam Factory, 58 and 60, Ludgate-hill, London. The book, which is profusely illustrated, gives a full description of the various kinds of watches and clocks, with their prices. Mr. Benson, who holds the appointment to the Prince of Wales, has also published a pamphlet on Artistic Gold Jewellery, illustrated with beautiful designs of Bracelets, Brooches, Ear-rings, Lockets, &c., suitable for wedding, birthday, and other presents. These pamphlets are sent post free for two stamps each, and they cannot be too strongly recommended to those contemplating a purchase, especially to residents in the country or abroad, who are thus enabled to select any article they may require, and have it forwarded with safety. bbox=[824, 123, 1079, 392]
ad-line: Commission Agent, bbox=[911, 1009, 992, 1020]
ad-line: CASH ON FALL OF THE HAMMER. bbox=[1143, 1141, 1303, 1153]
paragraph: Mr. Charles Matthews, the comedian, has been well received, and was to appear at the Theatre Royal on the 9th inst. bbox=[552, 626, 807, 664]
dateline: April 6. bbox=[225, 1199, 256, 1211]
paragraph: Crown grants uplifted bbox=[1649, 1207, 1738, 1218]
divider bbox=[1095, 79, 1351, 80]
divider bbox=[1638, 874, 1893, 875]
ad-line: JOHN WM. GARRETT, Esq., bbox=[1161, 753, 1285, 765]
